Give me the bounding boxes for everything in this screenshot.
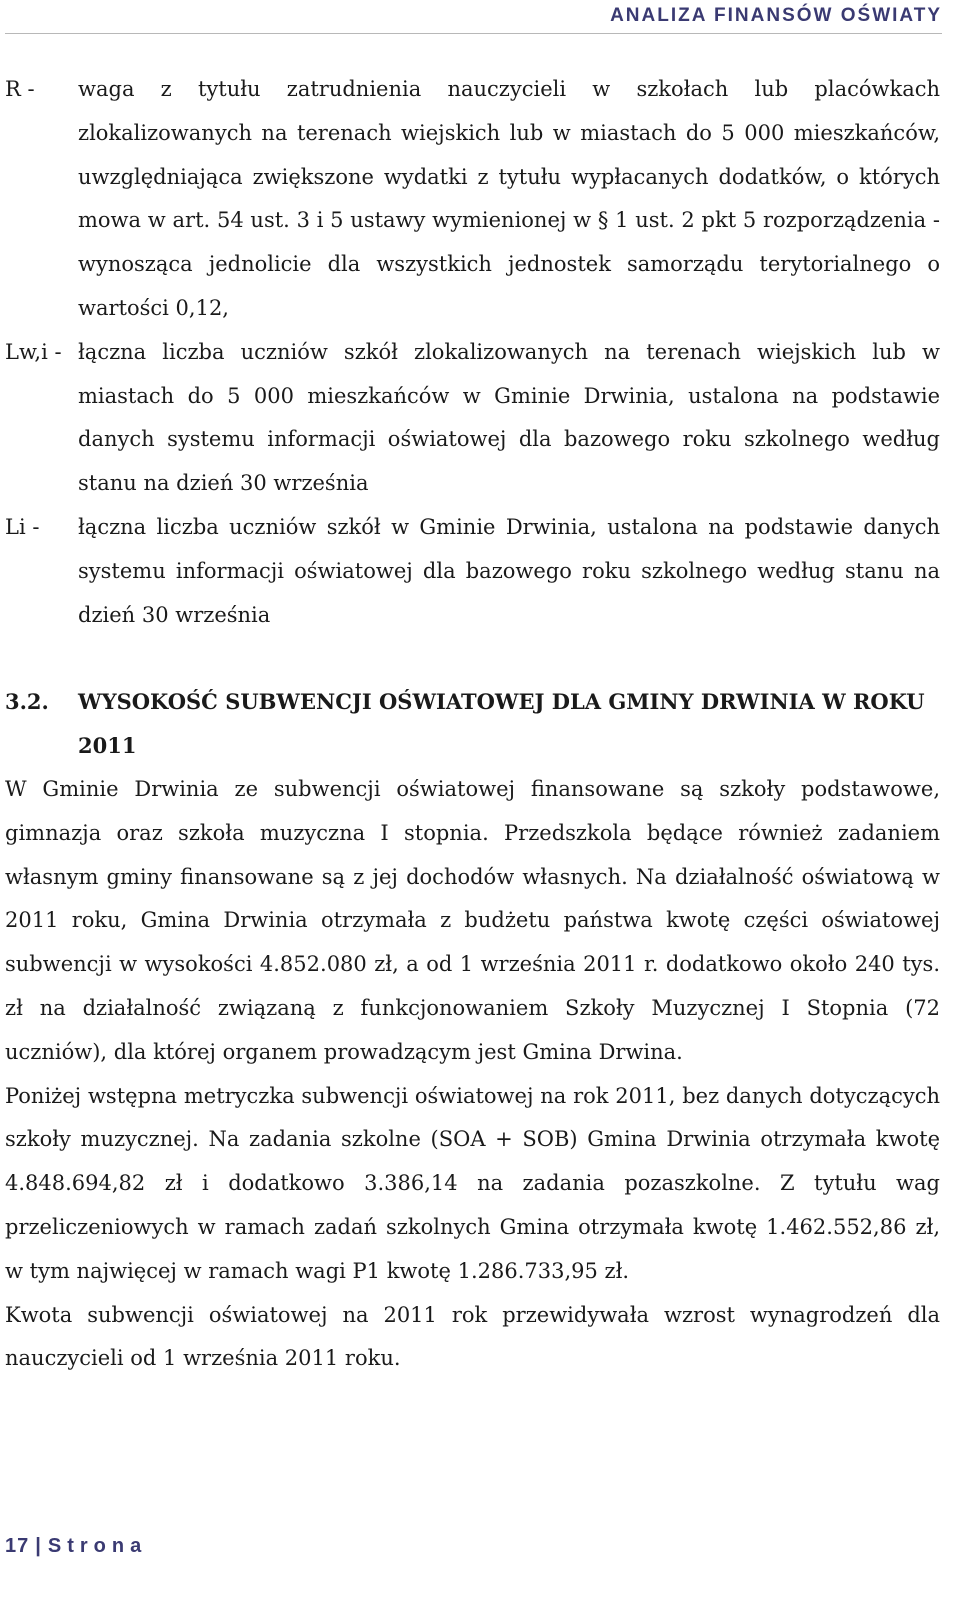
definition-text: łączna liczba uczniów szkół zlokalizowanych na terenach wiejskich lub w miastach do 5 000 mieszkańców w Gminie Drwinia, ustalona na podstawie danych systemu informacji oświatowej dla bazowego roku szkolnego według stanu na dzień 30 września [78, 339, 940, 496]
section-title: WYSOKOŚĆ SUBWENCJI OŚWIATOWEJ DLA GMINY DRWINIA W ROKU 2011 [78, 689, 925, 759]
page-number: 17 [5, 1535, 30, 1557]
header-divider [5, 33, 942, 34]
body-paragraph: Poniżej wstępna metryczka subwencji oświatowej na rok 2011, bez danych dotyczących szkoły muzycznej. Na zadania szkolne (SOA + SOB) Gmina Drwinia otrzymała kwotę 4.848.694,82 zł i dodatkowo 3.386,14 na zadania pozaszkolne. Z tytułu wag przeliczeniowych w ramach zadań szkolnych Gmina otrzymała kwotę 1.462.552,86 zł, w tym najwięcej w ramach wagi P1 kwotę 1.286.733,95 zł. [5, 1083, 940, 1283]
footer-label: Strona [47, 1535, 148, 1557]
page-footer [5, 1535, 147, 1558]
body-paragraph: W Gminie Drwinia ze subwencji oświatowej finansowane są szkoły podstawowe, gimnazja oraz szkoła muzyczna I stopnia. Przedszkola będące również zadaniem własnym gminy finansowane są z jej dochodów własnych. Na działalność oświatową w 2011 roku, Gmina Drwinia otrzymała z budżetu państwa kwotę części oświatowej subwencji w wysokości 4.852.080 zł, a od 1 września 2011 r. dodatkowo około 240 tys. zł na działalność związaną z funkcjonowaniem Szkoły Muzycznej I Stopnia (72 uczniów), dla której organem prowadzącym jest Gmina Drwina. [5, 776, 940, 1064]
definition-r [5, 68, 940, 331]
definition-text: łączna liczba uczniów szkół w Gminie Drwinia, ustalona na podstawie danych systemu informacji oświatowej dla bazowego roku szkolnego według stanu na dzień 30 września [78, 514, 940, 627]
definition-term: R - [5, 77, 35, 101]
definition-li [5, 506, 940, 637]
page-content [5, 68, 940, 1381]
definition-term: Lw,i - [5, 339, 62, 364]
body-paragraph: Kwota subwencji oświatowej na 2011 rok przewidywała wzrost wynagrodzeń dla nauczycieli od 1 września 2011 roku. [5, 1302, 940, 1371]
running-header-title: ANALIZA FINANSÓW OŚWIATY [610, 5, 942, 26]
definition-term: Li - [5, 514, 40, 539]
definition-lwi [5, 331, 940, 506]
definition-text: waga z tytułu zatrudnienia nauczycieli w szkołach lub placówkach zlokalizowanych na terenach wiejskich lub w miastach do 5 000 mieszkańców, uwzględniająca zwiększone wydatki z tytułu wypłacanych dodatków, o których mowa w art. 54 ust. 3 i 5 ustawy wymienionej w § 1 ust. 2 pkt 5 rozporządzenia - wynosząca jednolicie dla wszystkich jednostek samorządu terytorialnego o wartości 0,12, [78, 77, 940, 320]
section-heading [5, 680, 940, 768]
footer-separator: | [35, 1535, 42, 1557]
section-number: 3.2. [5, 689, 49, 715]
